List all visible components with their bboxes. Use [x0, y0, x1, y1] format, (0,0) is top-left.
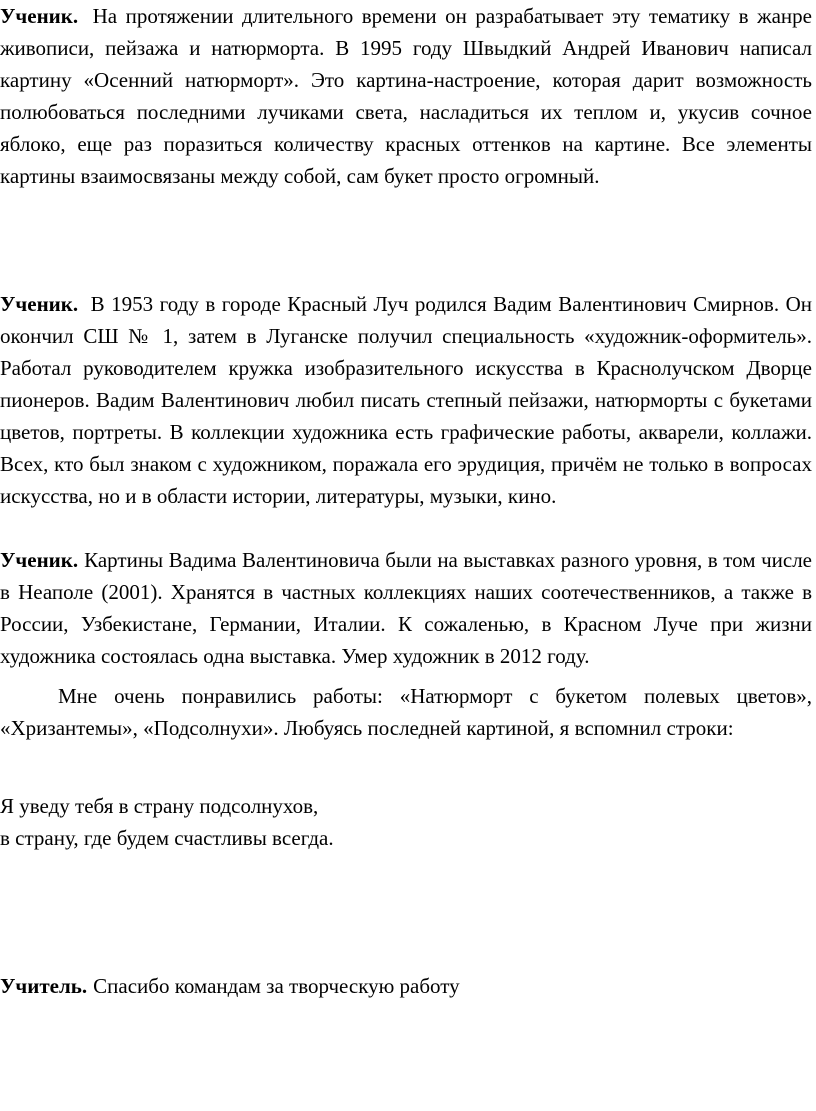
paragraph-text: Картины Вадима Валентиновича были на выставках разного уровня, в том числе в Неаполе (2001). Хранятся в частных коллекциях наших соотечественников, а также в России, Узбекистане, Германии, Италии. К сожаленью, в Красном Луче при жизни художника состоялась одна выставка. Умер художник в 2012 году. [0, 548, 812, 668]
paragraph-reflection [0, 680, 812, 744]
speaker-label: Ученик. [0, 292, 79, 316]
paragraph-student-3 [0, 544, 812, 672]
speaker-label: Ученик. [0, 4, 79, 28]
paragraph-student-2 [0, 288, 812, 512]
paragraph-text: В 1953 году в городе Красный Луч родился Вадим Валентинович Смирнов. Он окончил СШ № 1, затем в Луганске получил специальность «художник-оформитель». Работал руководителем кружка изобразительного искусства в Краснолучском Дворце пионеров. Вадим Валентинович любил писать степный пейзажи, натюрморты с букетами цветов, портреты. В коллекции художника есть графические работы, акварели, коллажи. Всех, кто был знаком с художником, поражала его эрудиция, причём не только в вопросах искусства, но и в области истории, литературы, музыки, кино. [0, 292, 812, 508]
poem-line: Я уведу тебя в страну подсолнухов, [0, 794, 319, 818]
poem-quote [0, 790, 812, 854]
speaker-label: Учитель. [0, 974, 88, 998]
paragraph-text: На протяжении длительного времени он разрабатывает эту тематику в жанре живописи, пейзажа и натюрморта. В 1995 году Швыдкий Андрей Иванович написал картину «Осенний натюрморт». Это картина-настроение, которая дарит возможность полюбоваться последними лучиками света, насладиться их теплом и, укусив сочное яблоко, еще раз поразиться количеству красных оттенков на картине. Все элементы картины взаимосвязаны между собой, сам букет просто огромный. [0, 4, 812, 188]
paragraph-student-1 [0, 0, 812, 192]
paragraph-text: Мне очень понравились работы: «Натюрморт с букетом полевых цветов», «Хризантемы», «Подсолнухи». Любуясь последней картиной, я вспомнил строки: [0, 684, 812, 740]
paragraph-text: Спасибо командам за творческую работу [93, 974, 460, 998]
poem-line: в страну, где будем счастливы всегда. [0, 826, 334, 850]
speaker-label: Ученик. [0, 548, 79, 572]
paragraph-teacher [0, 970, 812, 1002]
